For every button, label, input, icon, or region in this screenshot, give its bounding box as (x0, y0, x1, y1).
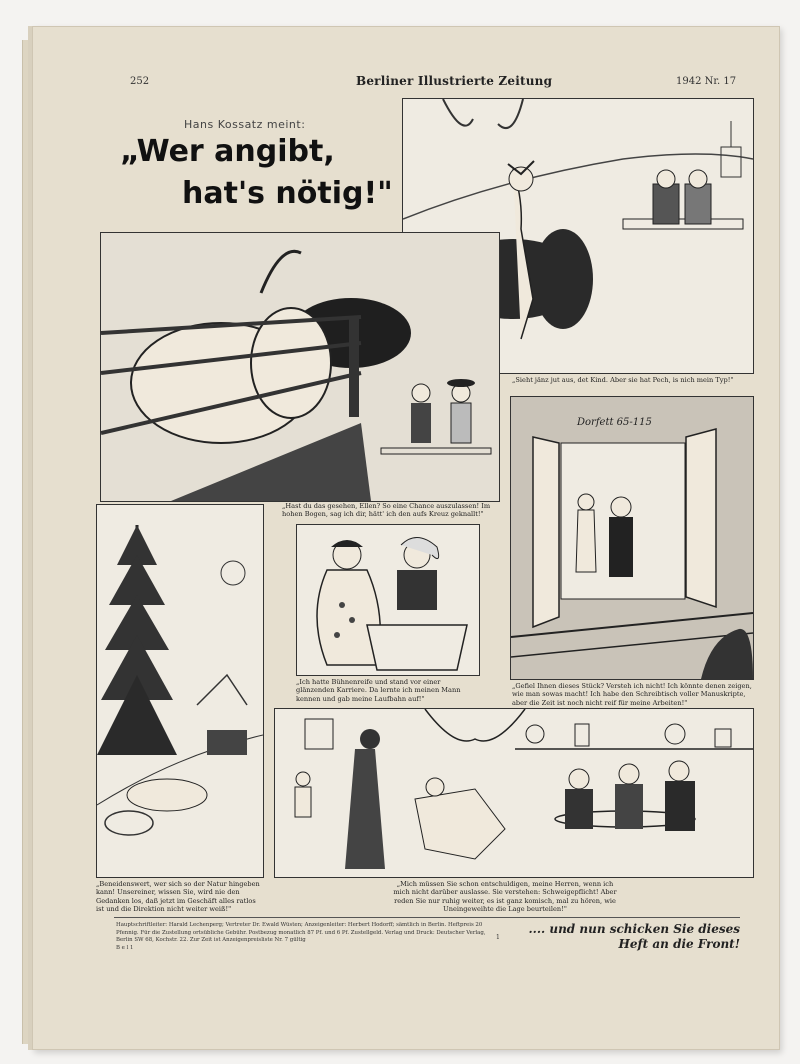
boxer-illustration (101, 233, 499, 501)
headline-line-2: hat's nötig!" (182, 176, 393, 211)
cartoon-restaurant (274, 708, 754, 878)
cartoon-boxer (100, 232, 500, 502)
caption-nature: „Beneidenswert, wer sich so der Natur hingeben kann! Unsereiner, wissen Sie, wird nie den Gedanken los, daß jetzt im Geschäft alles ratlos ist und die Direktion nicht weiter weiß!" (96, 880, 260, 914)
caption-restaurant: „Mich müssen Sie schon entschuldigen, meine Herren, wenn ich mich nicht darüber auslasse. Sie verstehen: Schweigepflicht! Aber reden Sie nur ruhig weiter, es ist ganz komisch, mal zu hören, wie Uneingeweihte die Lage beurteilen!" (393, 880, 617, 914)
footer-rule (114, 917, 740, 918)
caption-theater-door: „Gefiel Ihnen dieses Stück? Versteh ich nicht! Ich könnte denen zeigen, wie man sowas macht! Ich habe den Schreibtisch voller Manuskripte, aber die Zeit ist noch nicht reif für meine Arbeiten!" (512, 682, 752, 707)
issue-label: 1942 Nr. 17 (676, 76, 737, 87)
door-sign: Dorfett 65-115 (577, 417, 652, 428)
nature-illustration (97, 505, 263, 877)
cafe-ladies-illustration (297, 525, 479, 675)
caption-bear-rider: „Sieht jänz jut aus, det Kind. Aber sie hat Pech, is nich mein Typ!" (512, 376, 734, 384)
imprint-text (116, 922, 500, 952)
caption-cafe-ladies: „Ich hatte Bühnenreife und stand vor einer glänzenden Karriere. Da lernte ich meinen Mann kennen und gab meine Laufbahn auf!" (296, 678, 461, 703)
cartoon-cafe-ladies (296, 524, 480, 676)
caption-boxer: „Hast du das gesehen, Ellen? So eine Chance auszulassen! Im hohen Bogen, sag ich dir, hätt' ich den aufs Kreuz geknallt!" (282, 502, 491, 519)
restaurant-illustration (275, 709, 753, 877)
page-number: 252 (130, 76, 150, 87)
cartoon-nature (96, 504, 264, 878)
imprint-tail: B e l 1 (116, 944, 134, 951)
theater-door-illustration (511, 397, 753, 679)
cartoon-theater-door (510, 396, 754, 680)
byline: Hans Kossatz meint: (184, 118, 306, 131)
masthead: Berliner Illustrierte Zeitung (356, 74, 553, 88)
bottom-mark: 1 (496, 934, 500, 941)
front-notice: .... und nun schicken Sie dieses Heft an die Front! (528, 922, 740, 951)
imprint-body: Hauptschriftleiter: Harald Lechenperg; Vertreter Dr. Ewald Wüsten; Anzeigenleiter: Herbert Hodorff; sämtlich in Berlin. Heftpreis 20 Pfennig. Für die Zustellung ortsübliche Gebühr. Postbezug monatlich 87 Pf. und 6 Pf. Zustellgeld. Verlag und Druck: Deutscher Verlag, Berlin SW 68, Kochstr. 22. Zur Zeit ist Anzeigenpreisliste Nr. 7 gültig (116, 922, 486, 944)
headline-line-1: „Wer angibt, (120, 134, 335, 169)
